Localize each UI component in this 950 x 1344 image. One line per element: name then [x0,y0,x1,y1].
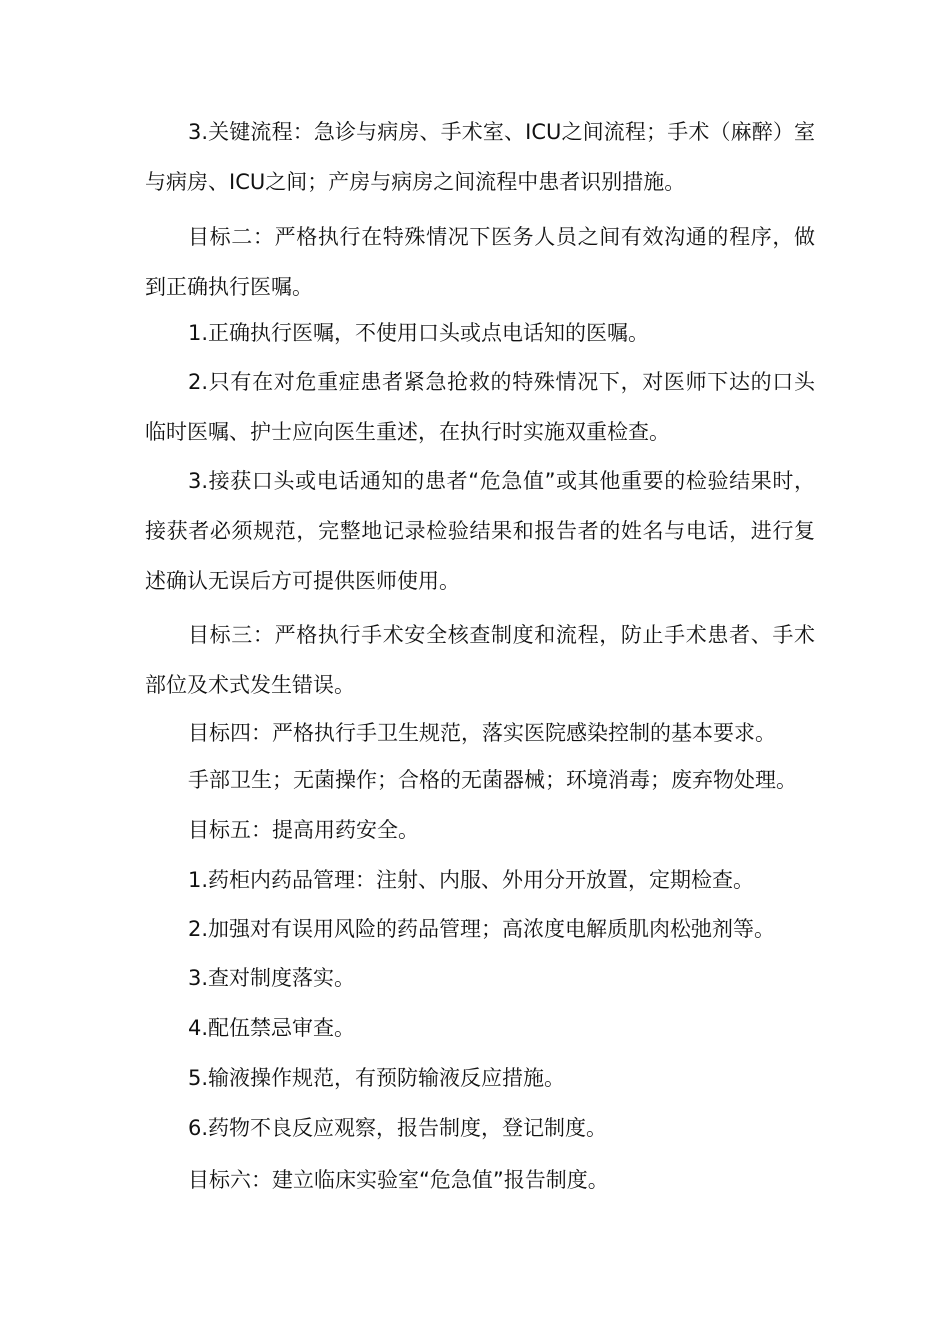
paragraph-item-2-verbal-orders: 2.只有在对危重症患者紧急抢救的特殊情况下，对医师下达的口头临时医嘱、护士应向医生重述，在执行时实施双重检查。 [145,370,815,444]
paragraph-goal-four: 目标四：严格执行手卫生规范，落实医院感染控制的基本要求。 [188,721,776,745]
paragraph-hand-hygiene: 手部卫生；无菌操作；合格的无菌器械；环境消毒；废弃物处理。 [188,768,797,792]
paragraph-item-2-high-risk-drugs: 2.加强对有误用风险的药品管理；高浓度电解质肌肉松弛剂等。 [188,917,776,941]
paragraph-item-5-infusion: 5.输液操作规范，有预防输液反应措施。 [188,1066,566,1090]
paragraph-key-process: 3.关键流程：急诊与病房、手术室、ICU之间流程；手术（麻醉）室与病房、ICU之间；产房与病房之间流程中患者识别措施。 [145,120,815,194]
paragraph-goal-two: 目标二：严格执行在特殊情况下医务人员之间有效沟通的程序，做到正确执行医嘱。 [145,225,815,299]
paragraph-item-6-adverse-reactions: 6.药物不良反应观察，报告制度，登记制度。 [188,1116,608,1140]
paragraph-goal-five: 目标五：提高用药安全。 [188,818,419,842]
paragraph-goal-three: 目标三：严格执行手术安全核查制度和流程，防止手术患者、手术部位及术式发生错误。 [145,623,815,697]
paragraph-item-3-critical-values: 3.接获口头或电话通知的患者“危急值”或其他重要的检验结果时，接获者必须规范，完整地记录检验结果和报告者的姓名与电话，进行复述确认无误后方可提供医师使用。 [145,469,815,593]
paragraph-item-3-checking: 3.查对制度落实。 [188,966,356,990]
paragraph-goal-six: 目标六：建立临床实验室“危急值”报告制度。 [188,1168,609,1192]
paragraph-item-1-cabinet: 1.药柜内药品管理：注射、内服、外用分开放置，定期检查。 [188,868,755,892]
paragraph-item-1-orders: 1.正确执行医嘱，不使用口头或点电话知的医嘱。 [188,321,650,345]
paragraph-item-4-compatibility: 4.配伍禁忌审查。 [188,1016,356,1040]
